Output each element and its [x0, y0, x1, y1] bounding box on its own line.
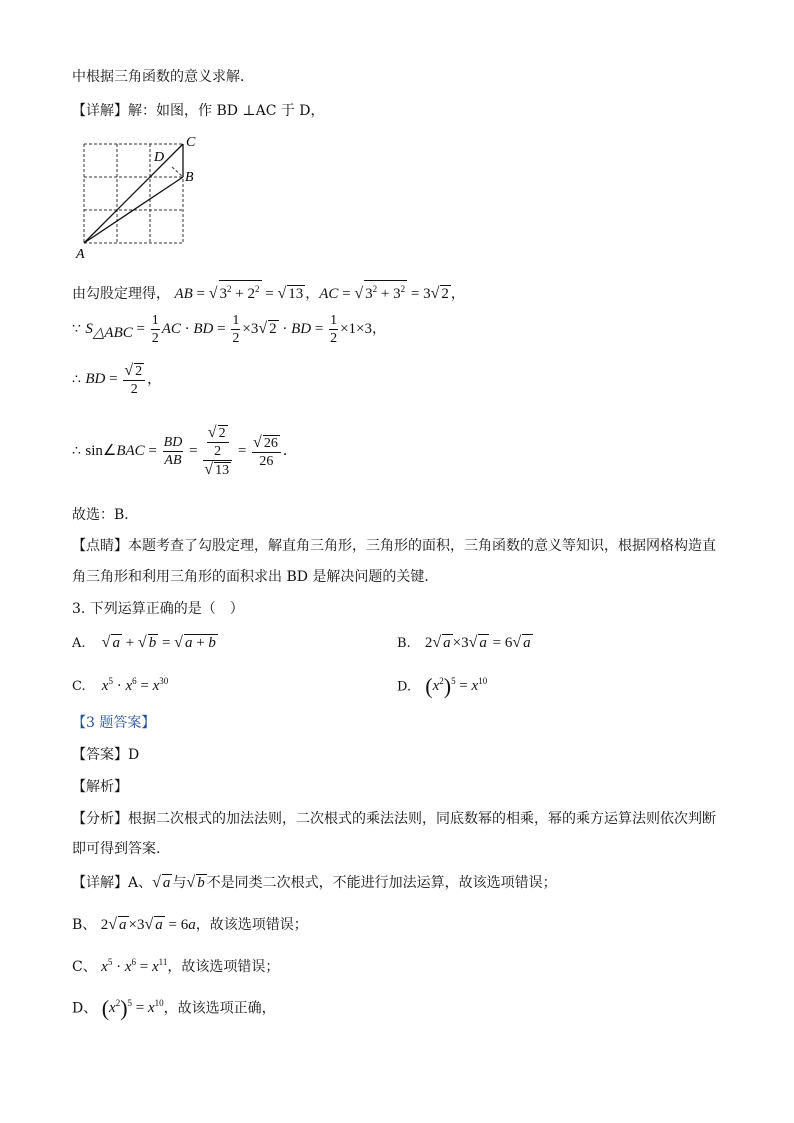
detail-2-c-line: [72, 956, 279, 976]
comment-text-1: 本题考查了勾股定理，解直角三角形，三角形的面积，三角函数的意义等知识，根据网格构造直: [128, 538, 716, 554]
label-d: D: [154, 150, 165, 165]
option-d-formula: $(x^2)^5 = x^{10}$: [425, 674, 488, 699]
detail-2-c-prefix: C、: [72, 959, 97, 975]
option-c-formula: $x^5 \cdot x^6 = x^{30}$: [101, 676, 169, 694]
label-b: B: [185, 170, 194, 185]
sqrt-a: √ a: [152, 874, 171, 891]
ab-formula: AB = √ $3^2 + 2^2$ = √ 13: [174, 286, 305, 302]
q3-title: 3. 下列运算正确的是（ ）: [72, 601, 244, 617]
segment-ac: [84, 144, 183, 243]
area-line: [72, 312, 386, 347]
comment-line-1: [72, 535, 716, 555]
detail-2-a-text: 不是同类二次根式，不能进行加法运算，故该选项错误；: [206, 875, 557, 891]
q3-option-b: [397, 634, 533, 652]
detail-2-b-text: ，故该选项错误；: [195, 917, 308, 933]
option-b-formula: 2√ a ×3√ a = 6√ a: [424, 634, 531, 651]
intro-line: 中根据三角函数的意义求解．: [72, 69, 254, 85]
area-formula: $S_{\triangle ABC}$ = $\frac{1}{2}$ AC · BD = $\frac{1}{2}$ ×3√ 2 · BD = $\frac{1}{2}$ ×1×3: [85, 313, 372, 346]
area-end: ，: [372, 320, 386, 337]
analysis-header: 【解析】: [72, 779, 128, 795]
q3-option-c: [72, 676, 168, 695]
detail-1-text: 解：如图，作 BD ⊥AC 于 D，: [128, 103, 325, 119]
option-c-label: C.: [72, 679, 86, 694]
sin-formula: sin∠BAC = $\frac{BD}{AB}$ = $\frac{\frac{√ 2}{2}}{√ 13}$ = $\frac{√ 26}{26}$: [85, 443, 282, 459]
analysis-tag: 【分析】: [72, 811, 128, 827]
sin-end: ．: [282, 442, 297, 459]
detail-2-tag: 【详解】: [72, 875, 128, 891]
q3-option-a: [72, 634, 218, 652]
detail-2-a-line: [72, 872, 557, 892]
q3-option-d: [397, 674, 487, 700]
option-a-label: A.: [72, 636, 86, 651]
detail-2-d-formula: $(x^2)^5 = x^{10}$: [101, 996, 164, 1021]
therefore-symbol-1: ∴: [72, 371, 81, 388]
q3-answer-header: 【3 题答案】: [72, 715, 156, 731]
comment-line-2: 角三角形和利用三角形的面积求出 BD 是解决问题的关键．: [72, 569, 439, 585]
therefore-symbol-2: ∴: [72, 442, 81, 459]
analysis-line-1: [72, 808, 716, 828]
detail-1-line: [72, 100, 325, 120]
pythagoras-end: ，: [450, 286, 465, 302]
pythagoras-prefix: 由勾股定理得，: [72, 286, 170, 302]
option-d-label: D.: [397, 679, 412, 695]
label-a: A: [76, 247, 85, 262]
ac-formula: AC = √ $3^2 + 3^2 = 3√$ 2: [319, 286, 451, 302]
detail-2-b-line: [72, 914, 308, 934]
detail-2-d-text: ，故该选项正确，: [163, 1000, 276, 1017]
because-symbol: ∵: [72, 320, 81, 337]
choice-line: 故选：B．: [72, 507, 139, 523]
analysis-line-2: 即可得到答案.: [72, 841, 161, 857]
pythagoras-mid: ，: [305, 286, 320, 302]
comment-tag: 【点睛】: [72, 538, 128, 554]
analysis-text-1: 根据二次根式的加法法则，二次根式的乘法法则，同底数幂的相乘，幂的乘方运算法则依次判断: [128, 811, 716, 827]
detail-2-c-text: ，故该选项错误；: [167, 959, 280, 975]
segment-ab: [84, 177, 183, 243]
pythagoras-line: [72, 280, 465, 303]
grid-figure: [74, 134, 204, 264]
detail-2-a-mid: 与: [172, 875, 187, 891]
sin-line: [72, 424, 297, 479]
detail-2-b-formula: 2√ a ×3√ a = 6a: [100, 916, 196, 933]
bd-formula: BD = $\frac{√ 2}{2}$: [85, 371, 147, 387]
answer-line: 【答案】D: [72, 747, 140, 763]
detail-2-d-line: [72, 996, 276, 1022]
detail-2-a-prefix: A、: [128, 875, 153, 891]
detail-2-c-formula: $x^5 \cdot x^6 = x^{11}$: [101, 957, 168, 975]
label-c: C: [186, 135, 196, 150]
detail-1-tag: 【详解】: [72, 103, 128, 119]
sqrt-b: √ b: [186, 874, 205, 891]
option-b-label: B.: [397, 636, 411, 651]
detail-2-d-prefix: D、: [72, 1000, 98, 1017]
option-a-formula: √ a + √ b = √ a + b: [101, 634, 216, 651]
bd-end: ，: [147, 371, 162, 388]
bd-line: [72, 362, 161, 398]
detail-2-b-prefix: B、: [72, 917, 97, 933]
